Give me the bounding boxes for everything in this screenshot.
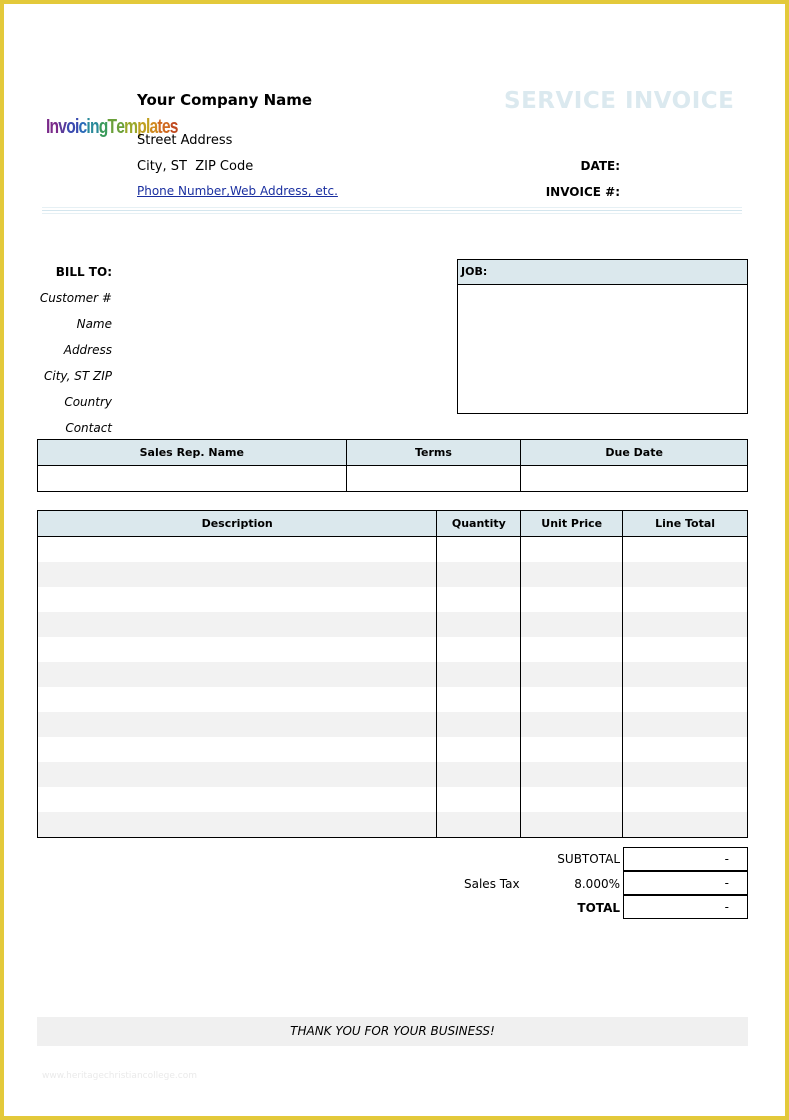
sales-info-table bbox=[37, 439, 748, 492]
terms-cell[interactable] bbox=[346, 466, 521, 492]
unit-price-cell[interactable] bbox=[521, 812, 623, 838]
line-total-cell[interactable] bbox=[623, 737, 748, 762]
description-cell[interactable] bbox=[38, 687, 437, 712]
contact-link[interactable]: Phone Number,Web Address, etc. bbox=[137, 184, 338, 198]
table-row bbox=[38, 587, 748, 612]
unit-price-cell[interactable] bbox=[521, 787, 623, 812]
description-cell[interactable] bbox=[38, 587, 437, 612]
description-cell[interactable] bbox=[38, 762, 437, 787]
table-row bbox=[38, 687, 748, 712]
unit-price-cell[interactable] bbox=[521, 612, 623, 637]
subtotal-label: SUBTOTAL bbox=[557, 852, 620, 866]
description-cell[interactable] bbox=[38, 637, 437, 662]
description-cell[interactable] bbox=[38, 812, 437, 838]
logo-text: InvoicingTemplates bbox=[46, 116, 178, 138]
line-items-table bbox=[37, 510, 748, 838]
quantity-cell[interactable] bbox=[437, 537, 521, 563]
unit-price-cell[interactable] bbox=[521, 712, 623, 737]
quantity-cell[interactable] bbox=[437, 562, 521, 587]
table-row bbox=[38, 762, 748, 787]
quantity-cell[interactable] bbox=[437, 687, 521, 712]
quantity-cell[interactable] bbox=[437, 712, 521, 737]
unit-price-cell[interactable] bbox=[521, 537, 623, 563]
description-cell[interactable] bbox=[38, 787, 437, 812]
due-date-header: Due Date bbox=[521, 440, 748, 466]
header-rule bbox=[42, 210, 742, 211]
quantity-cell[interactable] bbox=[437, 637, 521, 662]
quantity-cell[interactable] bbox=[437, 787, 521, 812]
subtotal-value: - bbox=[623, 847, 748, 871]
terms-header: Terms bbox=[346, 440, 521, 466]
description-cell[interactable] bbox=[38, 537, 437, 563]
description-cell[interactable] bbox=[38, 712, 437, 737]
due-date-cell[interactable] bbox=[521, 466, 748, 492]
unit-price-cell[interactable] bbox=[521, 737, 623, 762]
bill-to-field: City, ST ZIP bbox=[44, 369, 112, 383]
quantity-cell[interactable] bbox=[437, 587, 521, 612]
description-cell[interactable] bbox=[38, 562, 437, 587]
bill-to-heading: BILL TO: bbox=[55, 265, 112, 279]
line-total-header: Line Total bbox=[623, 511, 748, 537]
city-state-zip: City, ST ZIP Code bbox=[137, 159, 254, 174]
unit-price-cell[interactable] bbox=[521, 762, 623, 787]
job-box[interactable] bbox=[457, 259, 748, 414]
sales-rep-header: Sales Rep. Name bbox=[38, 440, 347, 466]
table-row bbox=[38, 787, 748, 812]
table-row bbox=[38, 812, 748, 838]
quantity-cell[interactable] bbox=[437, 612, 521, 637]
table-row bbox=[38, 562, 748, 587]
bill-to-field: Name bbox=[76, 317, 112, 331]
table-row bbox=[38, 712, 748, 737]
header-rule bbox=[42, 207, 742, 208]
header-rule bbox=[42, 213, 742, 214]
invoice-number-label: INVOICE #: bbox=[545, 185, 620, 199]
description-header: Description bbox=[38, 511, 437, 537]
line-total-cell[interactable] bbox=[623, 587, 748, 612]
unit-price-cell[interactable] bbox=[521, 637, 623, 662]
description-cell[interactable] bbox=[38, 737, 437, 762]
quantity-cell[interactable] bbox=[437, 737, 521, 762]
line-total-cell[interactable] bbox=[623, 812, 748, 838]
table-row bbox=[38, 612, 748, 637]
line-total-cell[interactable] bbox=[623, 662, 748, 687]
quantity-cell[interactable] bbox=[437, 662, 521, 687]
bill-to-field: Country bbox=[64, 395, 112, 409]
thank-you-banner: THANK YOU FOR YOUR BUSINESS! bbox=[37, 1017, 748, 1046]
company-name: Your Company Name bbox=[137, 91, 313, 109]
line-total-cell[interactable] bbox=[623, 712, 748, 737]
bill-to-field: Customer # bbox=[39, 291, 112, 305]
table-row bbox=[38, 537, 748, 563]
date-label: DATE: bbox=[580, 159, 620, 173]
quantity-cell[interactable] bbox=[437, 762, 521, 787]
sales-rep-cell[interactable] bbox=[38, 466, 347, 492]
quantity-header: Quantity bbox=[437, 511, 521, 537]
line-total-cell[interactable] bbox=[623, 762, 748, 787]
invoice-title: SERVICE INVOICE bbox=[504, 88, 735, 114]
unit-price-cell[interactable] bbox=[521, 662, 623, 687]
watermark-text: www.heritagechristiancollege.com bbox=[42, 1071, 197, 1081]
total-label: TOTAL bbox=[577, 901, 620, 915]
unit-price-cell[interactable] bbox=[521, 562, 623, 587]
sales-tax-label: Sales Tax bbox=[464, 877, 520, 891]
unit-price-header: Unit Price bbox=[521, 511, 623, 537]
unit-price-cell[interactable] bbox=[521, 687, 623, 712]
sales-tax-value: - bbox=[623, 871, 748, 895]
description-cell[interactable] bbox=[38, 662, 437, 687]
table-row bbox=[38, 637, 748, 662]
table-row bbox=[38, 737, 748, 762]
bill-to-field: Address bbox=[63, 343, 112, 357]
table-row bbox=[38, 662, 748, 687]
line-total-cell[interactable] bbox=[623, 787, 748, 812]
total-value: - bbox=[623, 895, 748, 919]
line-total-cell[interactable] bbox=[623, 687, 748, 712]
description-cell[interactable] bbox=[38, 612, 437, 637]
line-total-cell[interactable] bbox=[623, 637, 748, 662]
sales-tax-rate[interactable]: 8.000% bbox=[574, 877, 620, 891]
line-total-cell[interactable] bbox=[623, 537, 748, 563]
bill-to-field: Contact bbox=[65, 421, 112, 435]
quantity-cell[interactable] bbox=[437, 812, 521, 838]
line-total-cell[interactable] bbox=[623, 612, 748, 637]
line-total-cell[interactable] bbox=[623, 562, 748, 587]
unit-price-cell[interactable] bbox=[521, 587, 623, 612]
street-address: Street Address bbox=[137, 133, 233, 148]
job-label: JOB: bbox=[458, 260, 747, 285]
